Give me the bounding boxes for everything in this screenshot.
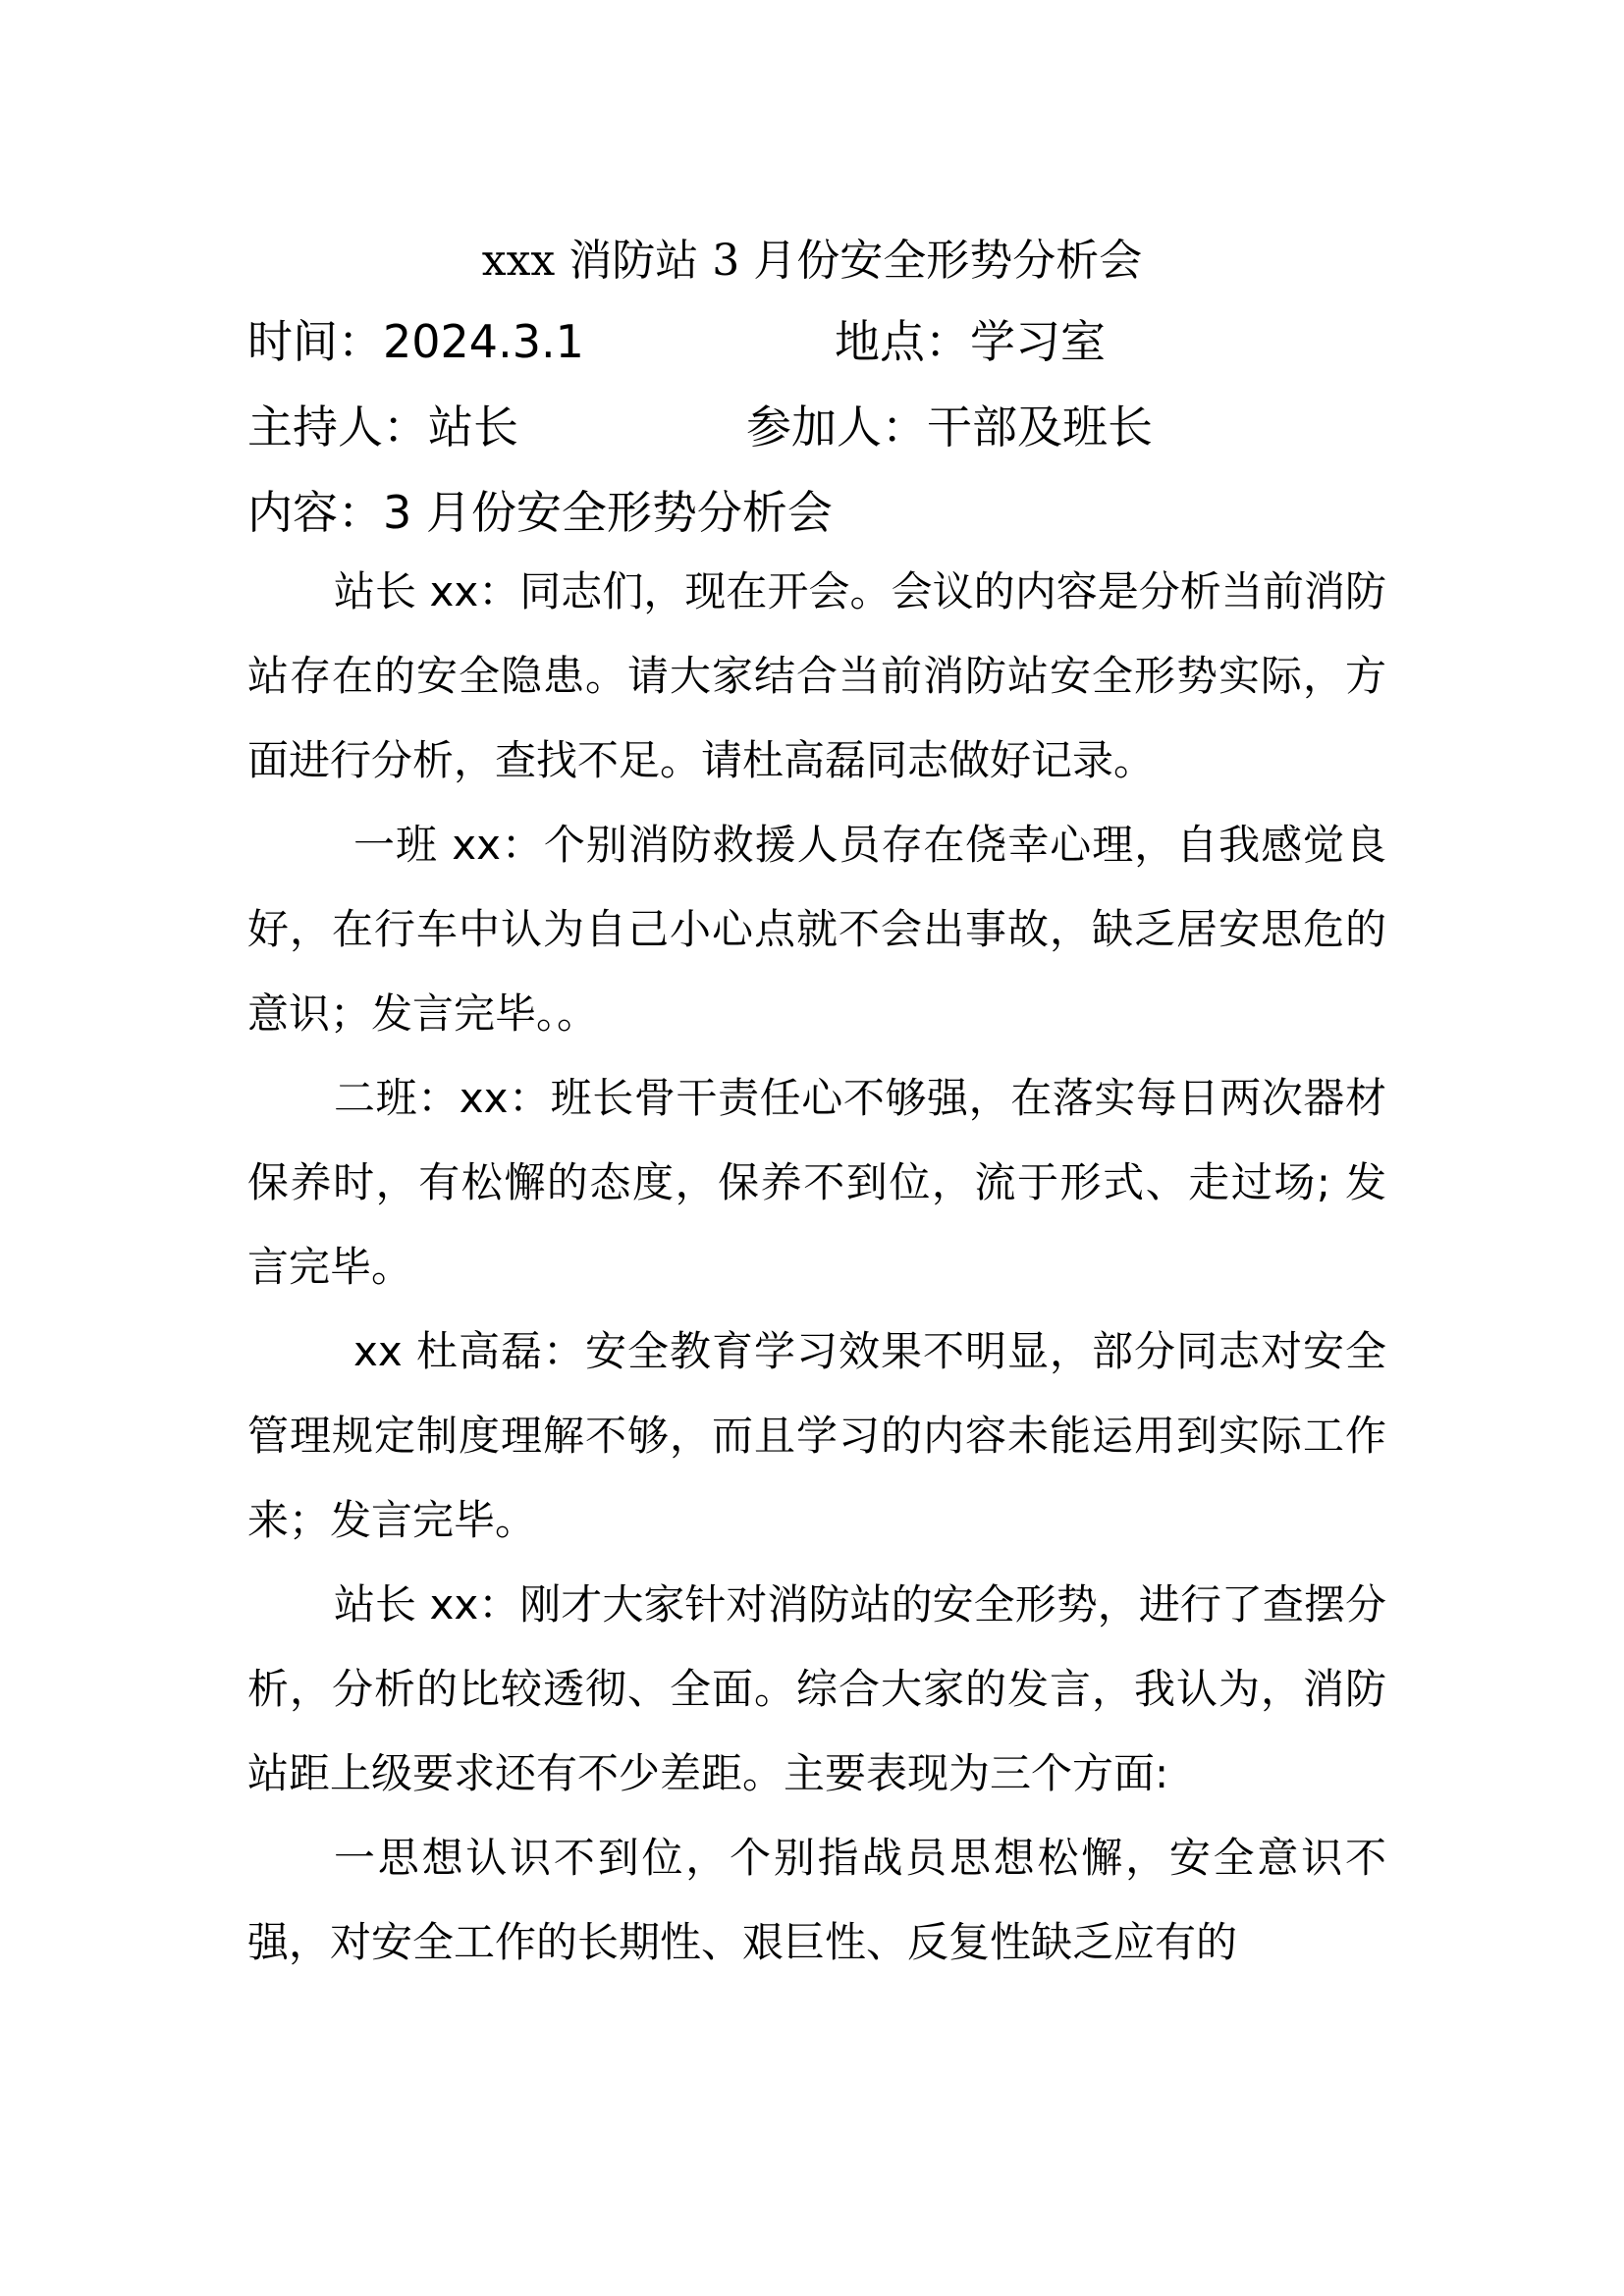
paragraph: 一班 xx：个别消防救援人员存在侥幸心理，自我感觉良好，在行车中认为自己小心点就不会出事故，缺乏居安思危的意识；发言完毕。。 (247, 821, 1386, 1038)
attendees-label: 参加人： (746, 400, 927, 454)
paragraph: xx 杜高磊：安全教育学习效果不明显，部分同志对安全管理规定制度理解不够，而且学习的内容未能运用到实际工作来；发言完毕。 (247, 1327, 1386, 1544)
paragraph: 一思想认识不到位，个别指战员思想松懈，安全意识不强，对安全工作的长期性、艰巨性、反复性缺乏应有的 (247, 1834, 1386, 1966)
time-label: 时间： (247, 315, 383, 368)
paragraph: 站长 xx：同志们，现在开会。会议的内容是分析当前消防站存在的安全隐患。请大家结合当前消防站安全形势实际，方面进行分析，查找不足。请杜高磊同志做好记录。 (247, 567, 1386, 784)
content-label: 内容： (247, 486, 383, 539)
meta-line-host-attendees (247, 398, 1386, 456)
document-title: xxx 消防站 3 月份安全形势分析会 (481, 236, 1143, 286)
meta-line-content (247, 483, 1386, 542)
paragraph: 站长 xx：刚才大家针对消防站的安全形势，进行了查摆分析，分析的比较透彻、全面。综合大家的发言，我认为，消防站距上级要求还有不少差距。主要表现为三个方面: (247, 1580, 1386, 1797)
host-label: 主持人： (247, 400, 428, 454)
place-value: 学习室 (970, 315, 1106, 368)
place-label: 地点： (835, 315, 970, 368)
meta-line-time-place (247, 312, 1386, 371)
content-value: 3 月份安全形势分析会 (383, 486, 833, 539)
time-value: 2024.3.1 (383, 315, 584, 368)
paragraph: 二班：xx：班长骨干责任心不够强，在落实每日两次器材保养时，有松懈的态度，保养不到位，流于形式、走过场; 发言完毕。 (247, 1074, 1386, 1291)
attendees-value: 干部及班长 (927, 400, 1153, 454)
host-value: 站长 (428, 400, 518, 454)
document-body (247, 550, 1386, 1985)
